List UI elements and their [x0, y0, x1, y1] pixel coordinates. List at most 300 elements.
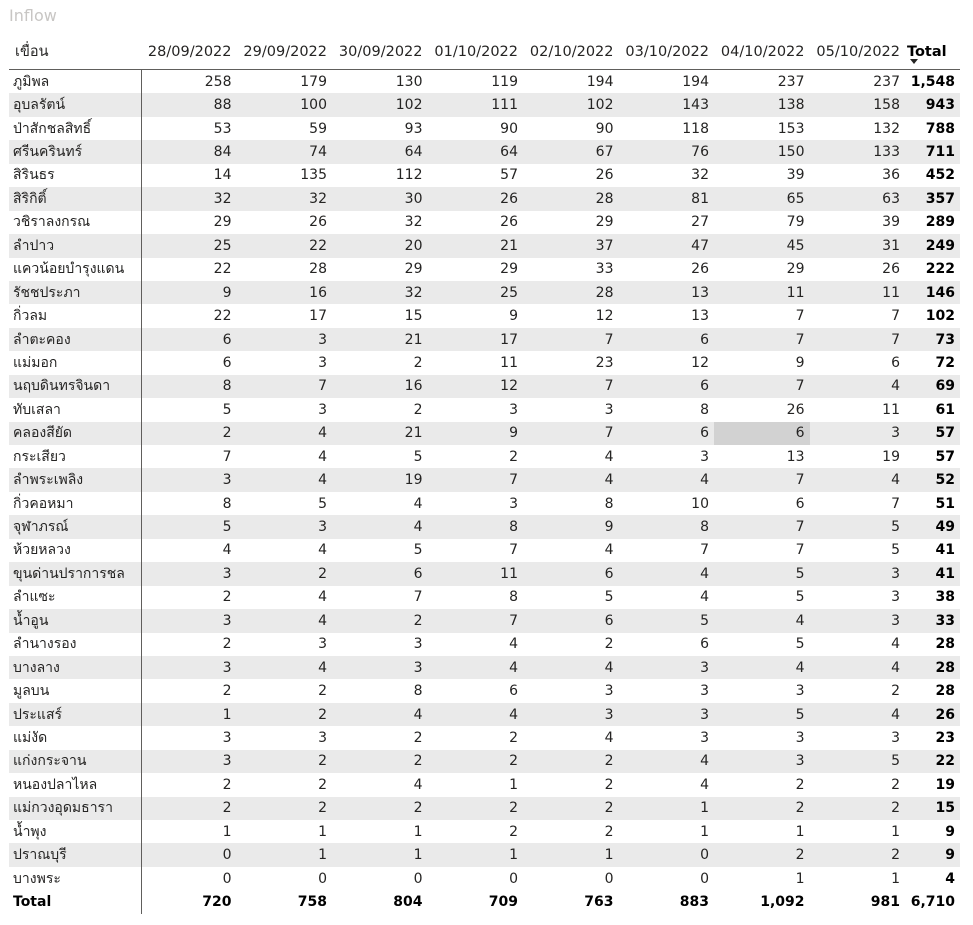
table-cell-value[interactable]: 102 — [523, 93, 619, 116]
table-cell-value[interactable]: 4 — [700, 776, 709, 793]
table-cell-value[interactable]: 3 — [604, 401, 614, 418]
table-row[interactable] — [9, 656, 960, 679]
table-cell-value[interactable]: 4 — [332, 515, 428, 538]
table-cell-value[interactable]: 26 — [595, 167, 614, 184]
table-cell-value[interactable]: 4 — [714, 656, 810, 679]
table-cell-value[interactable]: 16 — [332, 375, 428, 398]
table-cell-value[interactable]: 1 — [700, 823, 709, 840]
table-cell-value[interactable]: 4 — [810, 703, 906, 726]
table-cell-value[interactable]: 8 — [509, 589, 518, 606]
table-cell-value[interactable]: 1 — [891, 870, 900, 887]
table-cell-value[interactable]: 7 — [795, 542, 805, 559]
row-header-dam-name[interactable]: กิ่วลม — [9, 304, 141, 327]
table-cell-value[interactable]: 0 — [509, 870, 518, 887]
table-cell-value[interactable]: 29 — [404, 261, 423, 278]
table-cell-value[interactable]: 5 — [810, 750, 906, 773]
table-cell-value[interactable]: 100 — [237, 93, 333, 116]
row-header-dam-name[interactable]: ทับเสลา — [9, 398, 141, 421]
table-row[interactable] — [9, 750, 960, 773]
row-total-value[interactable]: 222 — [925, 261, 955, 278]
table-cell-value[interactable]: 133 — [810, 140, 906, 163]
table-cell-value[interactable]: 3 — [332, 656, 428, 679]
table-cell-value[interactable]: 13 — [619, 281, 715, 304]
table-cell-value[interactable]: 6 — [795, 495, 805, 512]
row-total-value[interactable]: 26 — [905, 703, 960, 726]
table-cell-value[interactable]: 26 — [786, 401, 805, 418]
table-cell-value[interactable]: 7 — [413, 589, 423, 606]
table-cell-value[interactable]: 112 — [395, 167, 423, 184]
table-cell-value[interactable]: 3 — [141, 656, 237, 679]
row-header-dam-name[interactable]: อุบลรัตน์ — [9, 93, 141, 116]
table-row[interactable] — [9, 304, 960, 327]
table-cell-value[interactable]: 3 — [318, 354, 327, 371]
table-cell-value[interactable]: 2 — [891, 683, 900, 700]
table-cell-value[interactable]: 8 — [619, 515, 715, 538]
table-cell-value[interactable]: 45 — [714, 234, 810, 257]
table-cell-value[interactable]: 26 — [309, 214, 327, 231]
table-cell-value[interactable]: 5 — [714, 562, 810, 585]
table-cell-value[interactable]: 3 — [509, 495, 518, 512]
table-cell-value[interactable]: 3 — [619, 703, 715, 726]
table-cell-value[interactable]: 21 — [428, 234, 524, 257]
table-cell-value[interactable]: 1 — [509, 776, 518, 793]
table-cell-value[interactable]: 1 — [523, 843, 619, 866]
table-cell-value[interactable]: 2 — [523, 797, 619, 820]
table-row[interactable] — [9, 539, 960, 562]
table-cell-value[interactable]: 8 — [700, 401, 709, 418]
table-cell-value[interactable]: 7 — [891, 495, 900, 512]
table-cell-value[interactable]: 2 — [714, 797, 810, 820]
table-cell-value[interactable]: 130 — [395, 73, 423, 90]
table-cell-value[interactable]: 64 — [428, 140, 524, 163]
table-cell-value[interactable]: 6 — [619, 375, 715, 398]
table-cell-value[interactable]: 2 — [810, 843, 906, 866]
row-total-value[interactable]: 41 — [905, 562, 960, 585]
table-cell-value[interactable]: 11 — [500, 354, 518, 371]
table-cell-value[interactable]: 2 — [237, 562, 333, 585]
table-cell-value[interactable]: 6 — [700, 636, 709, 653]
table-cell-value[interactable]: 4 — [237, 609, 333, 632]
row-total-value[interactable]: 289 — [925, 214, 955, 231]
table-cell-value[interactable]: 15 — [404, 308, 423, 325]
table-cell-value[interactable]: 3 — [523, 703, 619, 726]
row-header-dam-name[interactable]: กิ่วคอหมา — [9, 492, 141, 515]
row-header-dam-name[interactable]: วชิราลงกรณ — [9, 211, 141, 234]
column-header-date[interactable]: 04/10/2022 — [714, 34, 810, 70]
row-header-dam-name[interactable]: คลองสียัด — [9, 422, 141, 445]
table-cell-value[interactable]: 3 — [141, 609, 237, 632]
table-cell-value[interactable]: 7 — [428, 609, 524, 632]
table-cell-value[interactable]: 0 — [700, 870, 709, 887]
table-cell-value[interactable]: 8 — [141, 375, 237, 398]
table-cell-value[interactable]: 7 — [795, 308, 805, 325]
table-cell-value[interactable]: 11 — [714, 281, 810, 304]
column-header-dam[interactable]: เขื่อน — [9, 34, 141, 70]
row-total-value[interactable]: 73 — [905, 328, 960, 351]
table-cell-value[interactable]: 4 — [318, 589, 327, 606]
table-row[interactable] — [9, 140, 960, 163]
table-cell-value[interactable]: 3 — [891, 589, 900, 606]
table-cell-value[interactable]: 6 — [523, 562, 619, 585]
table-cell-value[interactable]: 9 — [523, 515, 619, 538]
table-row[interactable] — [9, 492, 960, 515]
row-header-dam-name[interactable]: จุฬาภรณ์ — [9, 515, 141, 538]
table-cell-value[interactable]: 5 — [604, 589, 614, 606]
table-cell-value[interactable]: 21 — [332, 422, 428, 445]
table-cell-value[interactable]: 9 — [428, 422, 524, 445]
table-cell-value[interactable]: 4 — [604, 448, 614, 465]
table-cell-value[interactable]: 4 — [428, 656, 524, 679]
table-cell-value[interactable]: 53 — [213, 120, 232, 137]
table-row[interactable] — [9, 117, 960, 140]
table-cell-value[interactable]: 0 — [413, 870, 423, 887]
table-cell-value[interactable]: 3 — [237, 515, 333, 538]
table-cell-value[interactable]: 2 — [332, 797, 428, 820]
table-cell-value[interactable]: 8 — [413, 683, 423, 700]
table-row[interactable] — [9, 211, 960, 234]
table-cell-value[interactable]: 3 — [318, 636, 327, 653]
table-cell-value[interactable]: 150 — [714, 140, 810, 163]
table-cell-value[interactable]: 8 — [222, 495, 232, 512]
table-cell-value[interactable]: 32 — [404, 214, 423, 231]
row-total-value[interactable]: 28 — [905, 656, 960, 679]
table-cell-value[interactable]: 3 — [619, 656, 715, 679]
table-cell-value[interactable]: 6 — [509, 683, 518, 700]
row-header-dam-name[interactable]: น้ำอูน — [9, 609, 141, 632]
table-cell-value[interactable]: 111 — [428, 93, 524, 116]
table-cell-value[interactable]: 32 — [237, 187, 333, 210]
table-cell-value[interactable]: 3 — [604, 683, 614, 700]
column-header-date[interactable]: 02/10/2022 — [523, 34, 619, 70]
row-header-dam-name[interactable]: บางลาง — [9, 656, 141, 679]
table-cell-value[interactable]: 1 — [222, 823, 232, 840]
table-cell-value[interactable]: 3 — [700, 448, 709, 465]
table-cell-value[interactable]: 2 — [141, 797, 237, 820]
table-cell-value[interactable]: 2 — [428, 797, 524, 820]
table-cell-value[interactable]: 2 — [237, 703, 333, 726]
table-cell-value[interactable]: 4 — [604, 729, 614, 746]
table-cell-value[interactable]: 25 — [141, 234, 237, 257]
table-row[interactable] — [9, 468, 960, 491]
table-cell-value[interactable]: 6 — [141, 328, 237, 351]
table-cell-value[interactable]: 63 — [810, 187, 906, 210]
table-cell-value[interactable]: 2 — [222, 636, 232, 653]
row-total-value[interactable]: 69 — [905, 375, 960, 398]
table-cell-value[interactable]: 47 — [619, 234, 715, 257]
table-row[interactable] — [9, 234, 960, 257]
table-cell-value[interactable]: 16 — [237, 281, 333, 304]
row-header-dam-name[interactable]: ศรีนครินทร์ — [9, 140, 141, 163]
table-row[interactable] — [9, 187, 960, 210]
table-cell-value[interactable]: 4 — [604, 542, 614, 559]
table-row[interactable] — [9, 351, 960, 374]
table-row[interactable] — [9, 70, 960, 94]
table-cell-value[interactable]: 2 — [604, 776, 614, 793]
row-total-value[interactable]: 61 — [935, 401, 955, 418]
table-cell-value[interactable]: 6 — [523, 609, 619, 632]
row-total-value[interactable]: 9 — [945, 823, 955, 840]
table-cell-value[interactable]: 3 — [237, 328, 333, 351]
table-cell-value[interactable]: 7 — [810, 328, 906, 351]
table-cell-value[interactable]: 4 — [523, 656, 619, 679]
row-total-value[interactable]: 711 — [905, 140, 960, 163]
table-row[interactable] — [9, 422, 960, 445]
table-cell-value[interactable]: 6 — [891, 354, 900, 371]
table-cell-value[interactable]: 6 — [332, 562, 428, 585]
row-total-value[interactable]: 33 — [905, 609, 960, 632]
table-cell-value[interactable]: 3 — [810, 422, 906, 445]
table-cell-value[interactable]: 19 — [882, 448, 900, 465]
column-header-date[interactable]: 01/10/2022 — [428, 34, 524, 70]
table-cell-value[interactable]: 32 — [332, 281, 428, 304]
table-cell-value[interactable]: 135 — [300, 167, 327, 184]
table-cell-value[interactable]: 21 — [332, 328, 428, 351]
row-total-value[interactable]: 22 — [905, 750, 960, 773]
column-header-date[interactable]: 03/10/2022 — [619, 34, 715, 70]
table-cell-value[interactable]: 3 — [222, 729, 232, 746]
table-row[interactable] — [9, 258, 960, 281]
table-cell-value[interactable]: 6 — [619, 328, 715, 351]
table-cell-value[interactable]: 2 — [891, 776, 900, 793]
table-cell-value[interactable]: 7 — [428, 468, 524, 491]
table-cell-value[interactable]: 2 — [604, 636, 614, 653]
table-cell-value[interactable]: 6 — [619, 422, 715, 445]
column-header-date[interactable]: 05/10/2022 — [810, 34, 906, 70]
table-cell-value[interactable]: 2 — [237, 797, 333, 820]
row-header-dam-name[interactable]: มูลบน — [9, 679, 141, 702]
table-cell-value[interactable]: 1 — [795, 870, 805, 887]
row-total-value[interactable]: 788 — [925, 120, 955, 137]
table-cell-value[interactable]: 90 — [595, 120, 614, 137]
table-cell-value[interactable]: 118 — [682, 120, 709, 137]
table-cell-value[interactable]: 5 — [795, 589, 805, 606]
row-header-dam-name[interactable]: ป่าสักชลสิทธิ์ — [9, 117, 141, 140]
table-row[interactable] — [9, 164, 960, 187]
table-cell-value[interactable]: 90 — [500, 120, 518, 137]
row-header-dam-name[interactable]: ลำตะคอง — [9, 328, 141, 351]
table-row[interactable] — [9, 281, 960, 304]
table-row[interactable] — [9, 633, 960, 656]
table-cell-value[interactable]: 26 — [500, 214, 518, 231]
table-row[interactable] — [9, 843, 960, 866]
table-cell-value[interactable]: 119 — [491, 73, 518, 90]
column-header-date[interactable]: 30/09/2022 — [332, 34, 428, 70]
table-cell-value[interactable]: 3 — [141, 750, 237, 773]
table-cell-value[interactable]: 143 — [619, 93, 715, 116]
table-cell-value[interactable]: 20 — [332, 234, 428, 257]
row-header-dam-name[interactable]: ลำปาว — [9, 234, 141, 257]
table-cell-value[interactable]: 65 — [714, 187, 810, 210]
table-cell-value[interactable]: 0 — [619, 843, 715, 866]
row-header-dam-name[interactable]: ปราณบุรี — [9, 843, 141, 866]
table-cell-value[interactable]: 4 — [619, 468, 715, 491]
table-cell-value[interactable]: 2 — [428, 750, 524, 773]
row-header-dam-name[interactable]: รัชชประภา — [9, 281, 141, 304]
table-cell-value[interactable]: 23 — [595, 354, 614, 371]
column-header-total[interactable] — [905, 34, 960, 70]
table-cell-value[interactable]: 29 — [595, 214, 614, 231]
table-cell-value[interactable]: 4 — [428, 703, 524, 726]
row-total-value[interactable]: 28 — [935, 636, 955, 653]
row-header-dam-name[interactable]: บางพระ — [9, 867, 141, 890]
table-cell-value[interactable]: 4 — [810, 656, 906, 679]
table-cell-value[interactable]: 1 — [141, 703, 237, 726]
row-header-dam-name[interactable]: แควน้อยบำรุงแดน — [9, 258, 141, 281]
table-cell-value[interactable]: 22 — [213, 261, 232, 278]
table-cell-value[interactable]: 12 — [428, 375, 524, 398]
row-total-value[interactable]: 146 — [905, 281, 960, 304]
table-cell-value[interactable]: 2 — [810, 797, 906, 820]
table-cell-value[interactable]: 2 — [413, 354, 423, 371]
row-total-value[interactable]: 249 — [905, 234, 960, 257]
table-cell-value[interactable]: 2 — [222, 589, 232, 606]
table-cell-value[interactable]: 36 — [882, 167, 900, 184]
table-cell-value[interactable]: 2 — [141, 422, 237, 445]
table-cell-value[interactable]: 3 — [700, 729, 709, 746]
table-cell-value[interactable]: 8 — [428, 515, 524, 538]
table-cell-value[interactable]: 10 — [691, 495, 709, 512]
table-cell-value[interactable]: 1 — [795, 823, 805, 840]
table-cell-value[interactable]: 3 — [141, 562, 237, 585]
table-cell-value[interactable]: 7 — [523, 422, 619, 445]
table-cell-value[interactable]: 1 — [891, 823, 900, 840]
table-cell-value[interactable]: 31 — [810, 234, 906, 257]
table-cell-value[interactable]: 57 — [500, 167, 518, 184]
table-row[interactable] — [9, 797, 960, 820]
table-cell-value[interactable]: 3 — [318, 729, 327, 746]
table-cell-value[interactable]: 27 — [691, 214, 709, 231]
table-cell-value[interactable]: 5 — [891, 542, 900, 559]
table-cell-value[interactable]: 1 — [332, 843, 428, 866]
table-row[interactable] — [9, 445, 960, 468]
table-cell-value[interactable]: 5 — [413, 448, 423, 465]
column-header-date[interactable]: 29/09/2022 — [237, 34, 333, 70]
table-cell-value[interactable]: 3 — [810, 609, 906, 632]
row-header-dam-name[interactable]: กระเสียว — [9, 445, 141, 468]
table-cell-value[interactable]: 5 — [222, 401, 232, 418]
table-cell-value[interactable]: 88 — [141, 93, 237, 116]
table-cell-value[interactable]: 9 — [509, 308, 518, 325]
table-cell-value[interactable]: 2 — [509, 823, 518, 840]
table-cell-value[interactable]: 179 — [300, 73, 327, 90]
table-cell-value[interactable]: 28 — [523, 187, 619, 210]
table-cell-value[interactable]: 7 — [523, 375, 619, 398]
table-cell-value[interactable]: 102 — [332, 93, 428, 116]
table-row[interactable] — [9, 773, 960, 796]
table-cell-value[interactable]: 7 — [891, 308, 900, 325]
table-cell-value[interactable]: 7 — [700, 542, 709, 559]
table-cell-value[interactable]: 1 — [428, 843, 524, 866]
row-total-value[interactable]: 51 — [935, 495, 955, 512]
table-cell-value[interactable]: 3 — [413, 636, 423, 653]
table-cell-value[interactable]: 17 — [428, 328, 524, 351]
table-cell-value[interactable]: 7 — [714, 328, 810, 351]
table-cell-value[interactable]: 258 — [204, 73, 232, 90]
row-header-dam-name[interactable]: ลำแซะ — [9, 586, 141, 609]
table-cell-value[interactable]: 6 — [222, 354, 232, 371]
table-cell-value[interactable]: 0 — [141, 843, 237, 866]
row-header-dam-name[interactable]: แก่งกระจาน — [9, 750, 141, 773]
table-cell-value[interactable]: 7 — [523, 328, 619, 351]
table-row[interactable] — [9, 562, 960, 585]
table-row[interactable] — [9, 703, 960, 726]
table-cell-value[interactable]: 4 — [714, 609, 810, 632]
table-row[interactable] — [9, 398, 960, 421]
table-cell-value[interactable]: 2 — [332, 750, 428, 773]
table-cell-value[interactable]: 4 — [810, 468, 906, 491]
row-total-value[interactable]: 49 — [905, 515, 960, 538]
row-header-dam-name[interactable]: ลำพระเพลิง — [9, 468, 141, 491]
table-cell-value[interactable]: 14 — [213, 167, 232, 184]
table-cell-value[interactable]: 2 — [332, 609, 428, 632]
table-cell-value[interactable]: 76 — [619, 140, 715, 163]
table-cell-value[interactable]: 4 — [332, 703, 428, 726]
table-cell-value[interactable]: 4 — [237, 468, 333, 491]
table-cell-value[interactable]: 22 — [237, 234, 333, 257]
table-cell-value[interactable]: 1 — [413, 823, 423, 840]
row-header-dam-name[interactable]: น้ำพุง — [9, 820, 141, 843]
table-cell-value[interactable]: 7 — [222, 448, 232, 465]
table-cell-value[interactable]: 29 — [213, 214, 232, 231]
table-cell-value[interactable]: 2 — [222, 776, 232, 793]
table-cell-value[interactable]: 26 — [428, 187, 524, 210]
row-total-value[interactable]: 1,548 — [910, 73, 955, 90]
table-cell-value[interactable]: 3 — [318, 401, 327, 418]
row-total-value[interactable]: 4 — [945, 870, 955, 887]
table-cell-value[interactable]: 12 — [595, 308, 614, 325]
table-cell-value[interactable]: 5 — [318, 495, 327, 512]
table-cell-value[interactable]: 3 — [810, 562, 906, 585]
row-total-value[interactable]: 943 — [905, 93, 960, 116]
table-cell-value[interactable]: 29 — [786, 261, 805, 278]
table-row[interactable] — [9, 679, 960, 702]
table-cell-value[interactable]: 5 — [714, 703, 810, 726]
table-row[interactable] — [9, 93, 960, 116]
table-cell-value[interactable]: 3 — [714, 750, 810, 773]
row-total-value[interactable]: 72 — [935, 354, 955, 371]
table-cell-value[interactable]: 67 — [523, 140, 619, 163]
table-cell-value[interactable]: 2 — [318, 776, 327, 793]
table-row[interactable] — [9, 609, 960, 632]
table-cell-value[interactable]: 4 — [413, 776, 423, 793]
table-cell-value[interactable]: 28 — [523, 281, 619, 304]
table-cell-value[interactable]: 2 — [318, 683, 327, 700]
table-cell-value[interactable]: 2 — [413, 401, 423, 418]
table-cell-value[interactable]: 1 — [318, 823, 327, 840]
table-cell-value[interactable]: 32 — [691, 167, 709, 184]
table-cell-value[interactable]: 4 — [318, 448, 327, 465]
row-header-dam-name[interactable]: ห้วยหลวง — [9, 539, 141, 562]
table-cell-value[interactable]: 26 — [882, 261, 900, 278]
table-cell-value[interactable]: 37 — [523, 234, 619, 257]
table-cell-value[interactable]: 4 — [222, 542, 232, 559]
table-cell-value[interactable]: 19 — [332, 468, 428, 491]
table-cell-value[interactable]: 4 — [523, 468, 619, 491]
table-cell-value[interactable]: 1 — [619, 797, 715, 820]
row-header-dam-name[interactable]: สิริกิติ์ — [9, 187, 141, 210]
table-cell-value[interactable]: 2 — [237, 750, 333, 773]
row-total-value[interactable]: 28 — [935, 683, 955, 700]
row-total-value[interactable]: 23 — [935, 729, 955, 746]
table-cell-value[interactable]: 9 — [795, 354, 805, 371]
table-cell-value[interactable]: 74 — [237, 140, 333, 163]
table-cell-value[interactable]: 3 — [795, 683, 805, 700]
row-header-dam-name[interactable]: แม่มอก — [9, 351, 141, 374]
row-total-value[interactable]: 19 — [935, 776, 955, 793]
row-total-value[interactable]: 57 — [905, 422, 960, 445]
table-cell-value[interactable]: 2 — [604, 823, 614, 840]
table-cell-value[interactable]: 4 — [318, 542, 327, 559]
